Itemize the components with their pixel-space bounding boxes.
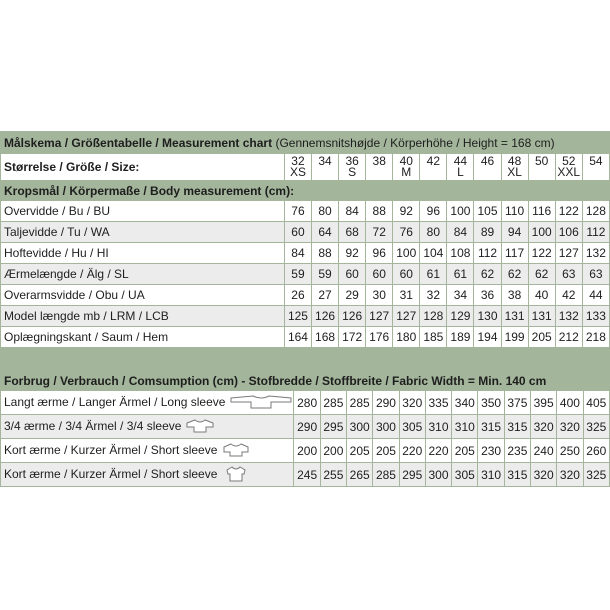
measurement-value: 100 [528,222,555,243]
measurement-value: 132 [555,306,582,327]
size-letter [312,167,338,178]
consumption-value: 280 [294,391,320,415]
measurement-value: 80 [420,222,447,243]
size-column-header [284,154,311,181]
size-letter [529,167,555,178]
measurement-value: 130 [474,306,501,327]
measurement-value: 92 [393,201,420,222]
measurement-value: 164 [284,327,311,348]
measurement-value: 80 [312,201,339,222]
short-sleeve-tunic-icon [221,466,251,484]
size-letter: XXL [557,165,581,179]
measurement-value: 194 [474,327,501,348]
consumption-value: 400 [557,391,583,415]
three-quarter-sleeve-garment-icon [185,418,215,436]
measurement-value: 59 [284,264,311,285]
size-column-header [420,154,447,181]
consumption-row-label-cell [1,415,294,439]
body-measurement-section-row [1,181,610,201]
measurement-value: 128 [582,201,609,222]
measurement-row-label: Ærmelængde / Älg / SL [1,264,285,285]
consumption-row-label: 3/4 ærme / 3/4 Ärmel / 3/4 sleeve [4,418,182,433]
measurement-value: 128 [420,306,447,327]
consumption-value: 335 [425,391,451,415]
measurement-value: 129 [447,306,474,327]
size-column-header [555,154,582,181]
consumption-value: 295 [399,463,425,487]
consumption-row-label-cell [1,439,294,463]
measurement-value: 131 [528,306,555,327]
consumption-row-label-cell [1,463,294,487]
measurement-value: 40 [528,285,555,306]
measurement-value: 76 [284,201,311,222]
measurement-value: 62 [474,264,501,285]
consumption-value: 285 [347,391,373,415]
consumption-row [1,439,610,463]
measurement-value: 60 [284,222,311,243]
size-number: 38 [372,154,386,168]
measurement-value: 125 [284,306,311,327]
measurement-value: 218 [582,327,609,348]
measurement-value: 122 [528,243,555,264]
measurement-value: 34 [447,285,474,306]
measurement-value: 88 [312,243,339,264]
consumption-row-label-cell [1,391,294,415]
consumption-value: 295 [320,415,346,439]
measurement-value: 189 [447,327,474,348]
size-column-header [582,154,609,181]
measurement-value: 72 [366,222,393,243]
consumption-value: 255 [320,463,346,487]
consumption-value: 325 [583,463,609,487]
consumption-title: Forbrug / Verbrauch / Comsumption (cm) - Stofbredde / Stoffbreite / Fabric Width = Min. 140 cm [1,371,610,391]
measurement-value: 60 [393,264,420,285]
measurement-value: 96 [420,201,447,222]
measurement-value: 112 [582,222,609,243]
measurement-value: 84 [447,222,474,243]
consumption-value: 315 [504,463,530,487]
measurement-value: 44 [582,285,609,306]
size-number: 32 [291,154,305,168]
measurement-value: 127 [366,306,393,327]
size-column-header [447,154,474,181]
measurement-value: 106 [555,222,582,243]
size-header-row [1,154,610,181]
short-sleeve-garment-icon [221,442,251,460]
size-column-header [474,154,501,181]
measurement-value: 63 [582,264,609,285]
measurement-value: 59 [312,264,339,285]
size-number: 34 [318,154,332,168]
measurement-value: 36 [474,285,501,306]
consumption-value: 300 [425,463,451,487]
measurement-row-label: Hoftevidde / Hu / HI [1,243,285,264]
measurement-value: 105 [474,201,501,222]
measurement-value: 76 [393,222,420,243]
measurement-value: 126 [312,306,339,327]
consumption-value: 405 [583,391,609,415]
measurement-title-row [1,132,610,154]
measurement-chart [0,131,610,480]
consumption-row-label: Langt ærme / Langer Ärmel / Long sleeve [4,394,226,409]
measurement-row-label: Oplægningskant / Saum / Hem [1,327,285,348]
consumption-value: 320 [557,463,583,487]
consumption-value: 235 [504,439,530,463]
consumption-value: 325 [583,415,609,439]
consumption-value: 315 [504,415,530,439]
consumption-value: 320 [399,391,425,415]
measurement-value: 185 [420,327,447,348]
measurement-table [0,131,610,348]
measurement-value: 176 [366,327,393,348]
measurement-value: 126 [339,306,366,327]
consumption-value: 320 [557,415,583,439]
consumption-value: 350 [478,391,504,415]
size-column-header [312,154,339,181]
long-sleeve-garment-icon [229,394,293,412]
measurement-value: 32 [420,285,447,306]
measurement-value: 100 [393,243,420,264]
measurement-row [1,285,610,306]
consumption-table [0,370,610,487]
measurement-value: 84 [284,243,311,264]
measurement-row [1,327,610,348]
consumption-title-row [1,371,610,391]
consumption-row [1,391,610,415]
consumption-value: 290 [373,391,399,415]
size-number: 48 [507,154,522,168]
consumption-value: 285 [373,463,399,487]
size-label: Størrelse / Größe / Size: [1,154,285,181]
measurement-value: 172 [339,327,366,348]
consumption-row [1,463,610,487]
size-number: 50 [534,154,549,168]
consumption-row-label: Kort ærme / Kurzer Ärmel / Short sleeve [4,466,218,481]
size-letter [474,167,500,178]
size-number: 42 [426,154,441,168]
consumption-value: 200 [294,439,320,463]
size-letter: M [401,165,412,179]
consumption-value: 310 [478,463,504,487]
consumption-value: 290 [294,415,320,439]
size-number: 54 [589,154,603,168]
consumption-value: 205 [452,439,478,463]
size-number: 36 [345,154,359,168]
measurement-row-label: Overarmsvidde / Obu / UA [1,285,285,306]
measurement-value: 94 [501,222,528,243]
size-number: 46 [480,154,495,168]
consumption-value: 240 [531,439,557,463]
measurement-row [1,243,610,264]
size-column-header [366,154,393,181]
consumption-value: 205 [347,439,373,463]
measurement-row [1,306,610,327]
size-letter: XS [289,165,306,179]
measurement-value: 61 [420,264,447,285]
consumption-value: 230 [478,439,504,463]
measurement-value: 30 [366,285,393,306]
measurement-value: 27 [312,285,339,306]
consumption-value: 305 [452,463,478,487]
measurement-value: 100 [447,201,474,222]
consumption-row [1,415,610,439]
consumption-value: 220 [425,439,451,463]
measurement-row [1,222,610,243]
measurement-value: 110 [501,201,528,222]
measurement-value: 62 [528,264,555,285]
size-number: 40 [399,154,413,168]
measurement-value: 117 [501,243,528,264]
consumption-value: 395 [531,391,557,415]
measurement-subtitle: (Gennemsnitshøjde / Körperhöhe / Height = 168 cm) [272,135,555,150]
measurement-value: 84 [339,201,366,222]
measurement-row-label: Overvidde / Bu / BU [1,201,285,222]
measurement-value: 26 [284,285,311,306]
measurement-title: Målskema / Größentabelle / Measurement chart [4,135,273,150]
consumption-value: 260 [583,439,609,463]
measurement-value: 104 [420,243,447,264]
measurement-value: 38 [501,285,528,306]
measurement-value: 31 [393,285,420,306]
consumption-value: 205 [373,439,399,463]
size-letter: S [348,165,357,179]
size-letter [420,167,446,178]
size-letter [366,167,392,178]
measurement-value: 180 [393,327,420,348]
size-number: 52 [562,154,576,168]
measurement-value: 92 [339,243,366,264]
consumption-value: 250 [557,439,583,463]
measurement-value: 205 [528,327,555,348]
measurement-value: 112 [474,243,501,264]
measurement-value: 60 [339,264,366,285]
consumption-row-label: Kort ærme / Kurzer Ärmel / Short sleeve [4,442,218,457]
measurement-value: 88 [366,201,393,222]
consumption-value: 320 [531,415,557,439]
measurement-row [1,264,610,285]
size-column-header [501,154,528,181]
consumption-value: 320 [531,463,557,487]
measurement-value: 199 [501,327,528,348]
consumption-value: 305 [399,415,425,439]
measurement-value: 127 [555,243,582,264]
measurement-value: 108 [447,243,474,264]
body-measurement-heading: Kropsmål / Körpermaße / Body measurement (cm): [1,181,610,201]
consumption-value: 265 [347,463,373,487]
consumption-value: 300 [373,415,399,439]
size-column-header [528,154,555,181]
measurement-value: 168 [312,327,339,348]
consumption-value: 375 [504,391,530,415]
consumption-value: 315 [478,415,504,439]
measurement-row [1,201,610,222]
measurement-value: 96 [366,243,393,264]
measurement-row-label: Taljevidde / Tu / WA [1,222,285,243]
consumption-value: 310 [452,415,478,439]
measurement-value: 116 [528,201,555,222]
measurement-value: 132 [582,243,609,264]
measurement-value: 61 [447,264,474,285]
measurement-value: 29 [339,285,366,306]
section-gap [0,492,610,502]
size-number: 44 [453,154,468,168]
measurement-value: 133 [582,306,609,327]
size-letter [583,167,609,178]
measurement-value: 62 [501,264,528,285]
measurement-value: 89 [474,222,501,243]
measurement-value: 68 [339,222,366,243]
consumption-value: 285 [320,391,346,415]
measurement-value: 127 [393,306,420,327]
measurement-value: 122 [555,201,582,222]
measurement-value: 60 [366,264,393,285]
measurement-value: 212 [555,327,582,348]
measurement-value: 64 [312,222,339,243]
size-column-header [393,154,420,181]
measurement-row-label: Model længde mb / LRM / LCB [1,306,285,327]
measurement-value: 131 [501,306,528,327]
consumption-value: 340 [452,391,478,415]
consumption-value: 245 [294,463,320,487]
measurement-value: 42 [555,285,582,306]
consumption-value: 300 [347,415,373,439]
consumption-value: 220 [399,439,425,463]
consumption-value: 200 [320,439,346,463]
size-letter: XL [507,165,522,179]
size-letter: L [457,165,464,179]
consumption-value: 310 [425,415,451,439]
measurement-value: 63 [555,264,582,285]
size-column-header [339,154,366,181]
